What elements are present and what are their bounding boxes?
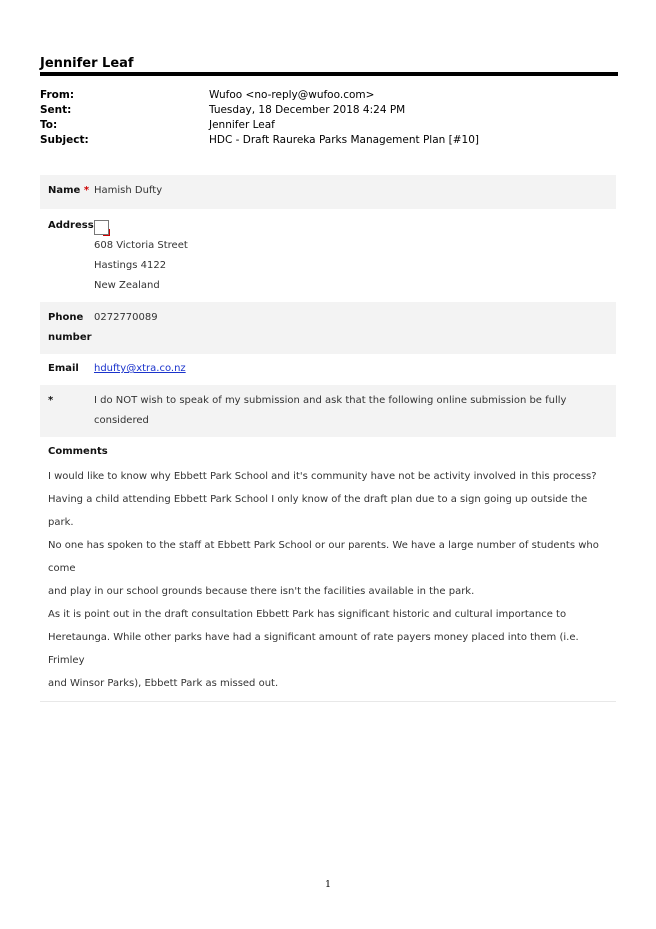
broken-image-icon xyxy=(94,220,109,235)
from-value: Wufoo <no-reply@wufoo.com> xyxy=(209,89,375,101)
comment-line: and play in our school grounds because there isn't the facilities available in the park. xyxy=(48,586,475,597)
name-label: Name * xyxy=(48,185,90,196)
sent-value: Tuesday, 18 December 2018 4:24 PM xyxy=(209,104,406,116)
speak-preference-row xyxy=(40,385,616,437)
email-label: Email xyxy=(48,363,79,374)
from-row xyxy=(40,88,618,103)
comments-section xyxy=(40,437,616,702)
address-row xyxy=(40,209,616,302)
comment-line: No one has spoken to the staff at Ebbett Park School or our parents. We have a large number of students who come xyxy=(48,540,599,574)
subject-label: Subject: xyxy=(40,134,89,146)
header-divider xyxy=(40,72,618,76)
to-row xyxy=(40,118,618,133)
from-label: From: xyxy=(40,89,75,101)
email-link[interactable]: hdufty@xtra.co.nz xyxy=(94,363,186,374)
email-header xyxy=(40,88,618,148)
comment-line: Having a child attending Ebbett Park School I only know of the draft plan due to a sign going up outside the park. xyxy=(48,494,588,528)
address-line-2: Hastings 4122 xyxy=(94,260,167,271)
address-line-3: New Zealand xyxy=(94,280,160,291)
comment-line: Heretaunga. While other parks have had a significant amount of rate payers money placed into them (i.e. Frimley xyxy=(48,632,579,666)
required-mark: * xyxy=(83,185,90,196)
comment-line: and Winsor Parks), Ebbett Park as missed out. xyxy=(48,678,279,689)
phone-value: 0272770089 xyxy=(94,312,158,323)
sent-row xyxy=(40,103,618,118)
speak-preference-value: I do NOT wish to speak of my submission and ask that the following online submission be fully considered xyxy=(94,395,567,426)
to-value: Jennifer Leaf xyxy=(209,119,275,131)
submission-form xyxy=(40,175,616,702)
comment-line: As it is point out in the draft consultation Ebbett Park has significant historic and cultural importance to xyxy=(48,609,567,620)
speak-required-mark: * xyxy=(48,395,54,406)
page-number: 1 xyxy=(324,879,332,890)
address-value xyxy=(94,216,608,296)
subject-value: HDC - Draft Raureka Parks Management Plan [#10] xyxy=(209,134,479,146)
sender-heading: Jennifer Leaf xyxy=(40,56,134,71)
email-row xyxy=(40,354,616,385)
address-line-1: 608 Victoria Street xyxy=(94,240,188,251)
phone-label: Phone number xyxy=(48,312,92,343)
name-row xyxy=(40,175,616,209)
to-label: To: xyxy=(40,119,58,131)
comments-label: Comments xyxy=(48,446,108,457)
subject-row xyxy=(40,133,618,148)
comment-line: I would like to know why Ebbett Park School and it's community have not be activity involved in this process? xyxy=(48,471,597,482)
address-label: Address xyxy=(48,220,94,231)
name-value: Hamish Dufty xyxy=(94,185,163,196)
phone-row xyxy=(40,302,616,354)
sent-label: Sent: xyxy=(40,104,72,116)
